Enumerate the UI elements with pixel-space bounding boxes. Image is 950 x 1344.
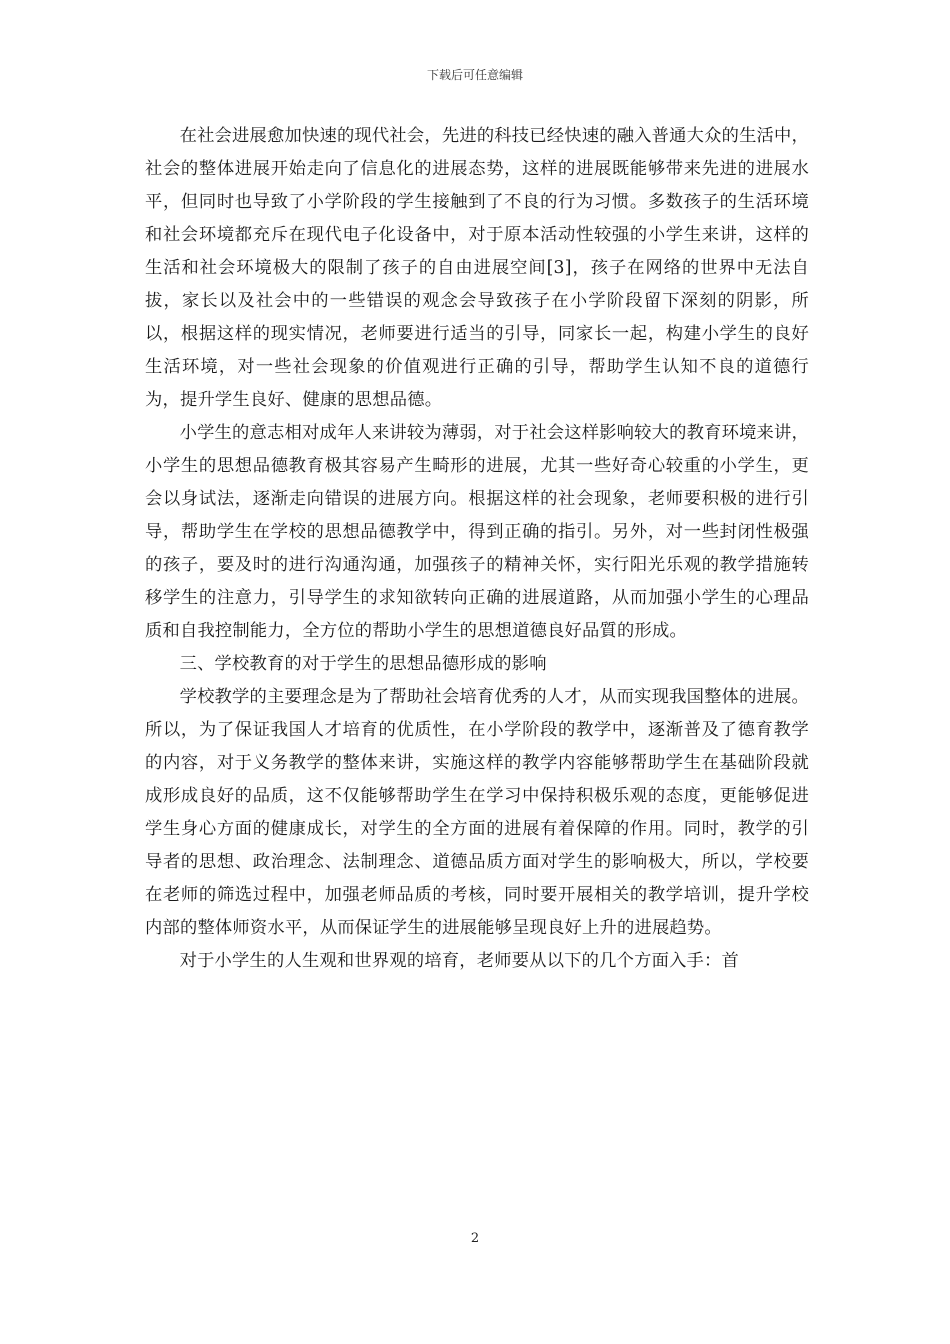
body-paragraph: 在社会进展愈加快速的现代社会，先进的科技已经快速的融入普通大众的生活中，社会的整体进展开始走向了信息化的进展态势，这样的进展既能够带来先进的进展水平，但同时也导致了小学阶段的学生接触到了不良的行为习惯。多数孩子的生活环境和社会环境都充斥在现代电子化设备中，对于原本活动性较强的小学生来讲，这样的生活和社会环境极大的限制了孩子的自由进展空间[3]，孩子在网络的世界中无法自拔，家长以及社会中的一些错误的观念会导致孩子在小学阶段留下深刻的阴影，所以，根据这样的现实情况，老师要进行适当的引导，同家长一起，构建小学生的良好生活环境，对一些社会现象的价值观进行正确的引导，帮助学生认知不良的道德行为，提升学生良好、健康的思想品德。 bbox=[145, 126, 809, 410]
body-paragraph: 对于小学生的人生观和世界观的培育，老师要从以下的几个方面入手：首 bbox=[179, 951, 739, 971]
section-heading: 三、学校教育的对于学生的思想品德形成的影响 bbox=[179, 654, 547, 674]
body-paragraph: 小学生的意志相对成年人来讲较为薄弱，对于社会这样影响较大的教育环境来讲，小学生的思想品德教育极其容易产生畸形的进展，尤其一些好奇心较重的小学生，更会以身试法，逐渐走向错误的进展方向。根据这样的社会现象，老师要积极的进行引导，帮助学生在学校的思想品德教学中，得到正确的指引。另外，对一些封闭性极强的孩子，要及时的进行沟通沟通，加强孩子的精神关怀，实行阳光乐观的教学措施转移学生的注意力，引导学生的求知欲转向正确的进展道路，从而加强小学生的心理品质和自我控制能力，全方位的帮助小学生的思想道德良好品質的形成。 bbox=[145, 423, 809, 641]
page-number: 2 bbox=[470, 1231, 480, 1246]
document-body bbox=[145, 120, 809, 978]
body-paragraph: 学校教学的主要理念是为了帮助社会培育优秀的人才，从而实现我国整体的进展。所以，为了保证我国人才培育的优质性，在小学阶段的教学中，逐渐普及了德育教学的内容，对于义务教学的整体来讲，实施这样的教学内容能够帮助学生在基础阶段就成形成良好的品质，这不仅能够帮助学生在学习中保持积极乐观的态度，更能够促进学生身心方面的健康成长，对学生的全方面的进展有着保障的作用。同时，教学的引导者的思想、政治理念、法制理念、道德品质方面对学生的影响极大，所以，学校要在老师的筛选过程中，加强老师品质的考核，同时要开展相关的教学培训，提升学校内部的整体师资水平，从而保证学生的进展能够呈现良好上升的进展趋势。 bbox=[145, 687, 809, 938]
page-header: 下载后可任意编辑 bbox=[426, 68, 523, 82]
